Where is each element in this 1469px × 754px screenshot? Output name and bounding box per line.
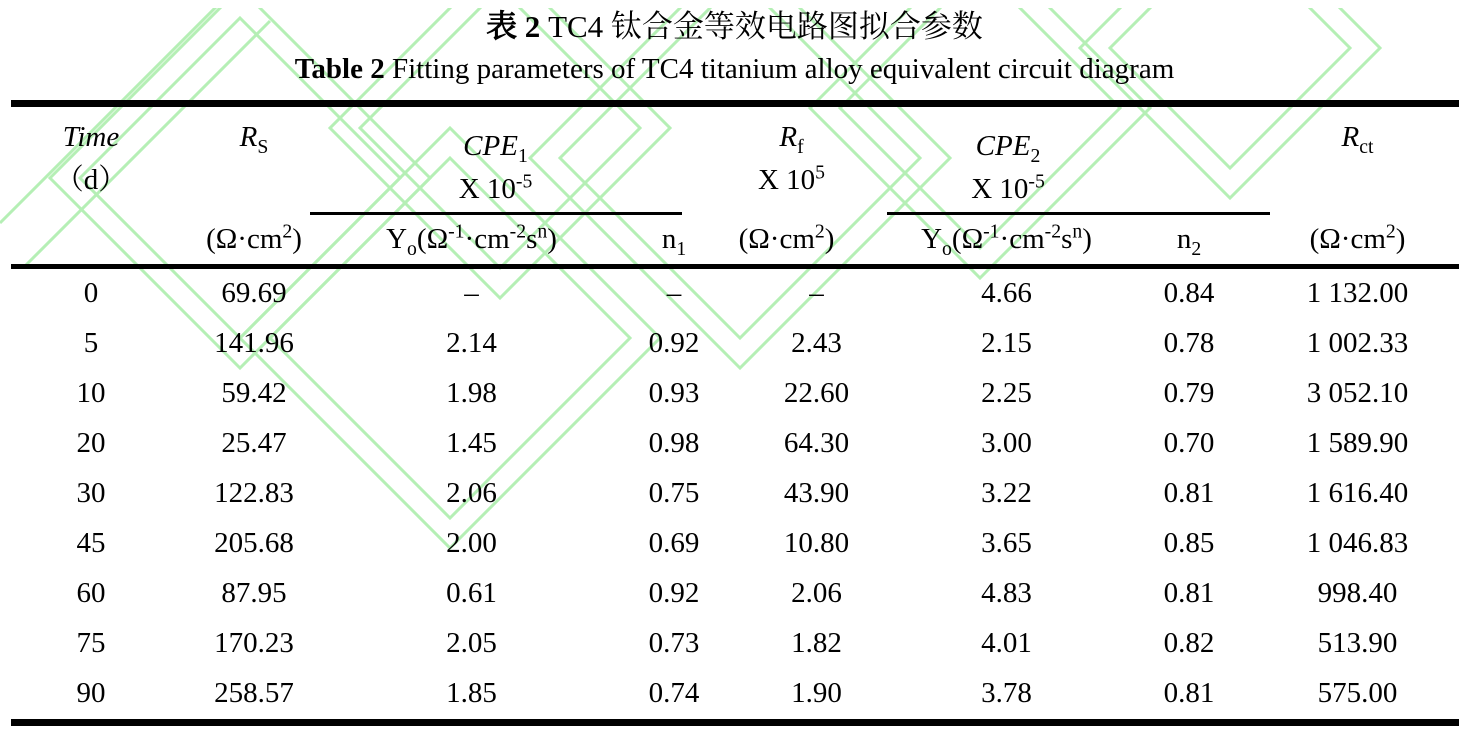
cell-yo1: 0.61: [446, 577, 497, 610]
page: [0, 8, 1469, 726]
cell-rct: 1 046.83: [1306, 527, 1409, 560]
col-header-rf: [742, 103, 892, 215]
cell-time: 5: [83, 327, 99, 360]
cell-rct: 1 589.90: [1306, 427, 1409, 460]
cell-rs: 205.68: [214, 527, 294, 560]
cell-n1: 0.73: [648, 627, 700, 660]
cell-yo2: 3.00: [981, 427, 1032, 460]
table-row: [11, 319, 1459, 369]
cell-n1: 0.93: [648, 377, 700, 410]
cell-yo2: 3.78: [981, 677, 1032, 710]
table-row: [11, 569, 1459, 619]
table-row: [11, 519, 1459, 569]
cell-time: 75: [76, 627, 106, 660]
cell-n2: 0.85: [1163, 527, 1215, 560]
cell-rs: 122.83: [214, 477, 294, 510]
cell-n2: 0.70: [1163, 427, 1215, 460]
cpe2-label: $CPE_2$: [975, 129, 1041, 167]
time-label: Time: [62, 120, 120, 153]
time-unit: （d）: [54, 163, 128, 196]
table-row: [11, 669, 1459, 723]
table-row: [11, 266, 1459, 319]
cell-rct: 998.40: [1317, 577, 1398, 610]
cell-rf: 1.90: [791, 677, 842, 710]
cell-rf: 64.30: [783, 427, 850, 460]
cpe1-n-label: $n_1$: [607, 215, 742, 267]
cell-rct: 1 002.33: [1306, 327, 1409, 360]
table-row: [11, 469, 1459, 519]
cell-rct: 1 132.00: [1306, 277, 1409, 310]
cell-yo1: 2.06: [446, 477, 497, 510]
cell-time: 0: [83, 277, 99, 310]
cell-yo2: 3.22: [981, 477, 1032, 510]
cell-yo1: 2.14: [446, 327, 497, 360]
cell-rs: 258.57: [214, 677, 294, 710]
cell-n2: 0.81: [1163, 577, 1215, 610]
cell-rct: 575.00: [1317, 677, 1398, 710]
cell-n2: 0.79: [1163, 377, 1215, 410]
cell-rf: –: [809, 277, 824, 310]
col-header-time: [11, 103, 172, 215]
cell-n2: 0.84: [1163, 277, 1215, 310]
cell-yo2: 4.66: [981, 277, 1032, 310]
cell-rs: 59.42: [221, 377, 287, 410]
cell-time: 10: [76, 377, 106, 410]
table-row: [11, 369, 1459, 419]
cell-n1: 0.74: [648, 677, 700, 710]
table-number-zh: 表 2: [486, 9, 541, 44]
table-header: [11, 103, 1459, 266]
table-title-en: [0, 52, 1469, 87]
cpe2-n-label: $n_2$: [1122, 215, 1257, 267]
table-title-en-text: Fitting parameters of TC4 titanium alloy equivalent circuit diagram: [391, 53, 1175, 86]
cell-n1: 0.69: [648, 527, 700, 560]
table-body: [11, 266, 1459, 722]
cell-time: 30: [76, 477, 106, 510]
cell-rct: 513.90: [1317, 627, 1398, 660]
cpe2-scale: X $10^{-5}$: [971, 170, 1045, 205]
cell-yo1: 1.45: [446, 427, 497, 460]
cell-rs: 170.23: [214, 627, 294, 660]
time-unit-blank: [11, 215, 172, 267]
cell-rs: 25.47: [221, 427, 287, 460]
rs-label: $R_S$: [239, 120, 269, 158]
cpe1-label: $CPE_1$: [463, 129, 528, 167]
cell-time: 60: [76, 577, 106, 610]
cpe2-yo-label: $Y_o(\Omega^{-1}\cdot cm^{-2}s^n)$: [892, 215, 1122, 267]
cell-yo1: –: [464, 277, 479, 310]
table-row: [11, 419, 1459, 469]
cell-rf: 10.80: [783, 527, 850, 560]
cell-rf: 22.60: [783, 377, 850, 410]
rs-unit: $(\Omega\cdot cm^2)$: [172, 215, 337, 267]
table-title-zh-text: TC4 钛合金等效电路图拟合参数: [548, 9, 983, 44]
col-header-cpe1: [337, 103, 742, 215]
cell-yo1: 1.98: [446, 377, 497, 410]
cell-yo2: 4.01: [981, 627, 1032, 660]
cell-rs: 87.95: [221, 577, 287, 610]
cell-yo2: 3.65: [981, 527, 1032, 560]
cell-n2: 0.78: [1163, 327, 1215, 360]
cell-time: 45: [76, 527, 106, 560]
rct-label: $R_{ct}$: [1341, 120, 1374, 158]
cell-yo1: 1.85: [446, 677, 497, 710]
header-row-units: [11, 215, 1459, 267]
cell-yo2: 4.83: [981, 577, 1032, 610]
cell-rs: 141.96: [214, 327, 294, 360]
cell-rs: 69.69: [221, 277, 287, 310]
cell-n1: 0.98: [648, 427, 700, 460]
rf-unit: $(\Omega\cdot cm^2)$: [742, 215, 892, 267]
cell-rf: 43.90: [783, 477, 850, 510]
cell-n1: 0.92: [648, 327, 700, 360]
table-number-en: Table 2: [294, 53, 385, 86]
table-row: [11, 619, 1459, 669]
cell-n2: 0.81: [1163, 677, 1215, 710]
table-title-zh: [0, 8, 1469, 45]
cpe1-scale: X $10^{-5}$: [458, 170, 533, 205]
cell-yo2: 2.25: [981, 377, 1032, 410]
cell-rf: 1.82: [791, 627, 842, 660]
cell-time: 20: [76, 427, 106, 460]
rct-unit: $(\Omega\cdot cm^2)$: [1257, 215, 1459, 267]
col-header-rct: [1257, 103, 1459, 215]
cell-rct: 3 052.10: [1306, 377, 1409, 410]
header-row-main: [11, 103, 1459, 215]
cpe1-yo-label: $Y_o(\Omega^{-1}\cdot cm^{-2}s^n)$: [337, 215, 607, 267]
cell-rf: 2.06: [791, 577, 842, 610]
cell-n2: 0.82: [1163, 627, 1215, 660]
cell-yo1: 2.05: [446, 627, 497, 660]
cell-rct: 1 616.40: [1306, 477, 1409, 510]
cell-n1: 0.75: [648, 477, 700, 510]
col-header-cpe2: [892, 103, 1257, 215]
rf-scale: X $10^5$: [757, 161, 826, 196]
cell-n1: 0.92: [648, 577, 700, 610]
cell-rf: 2.43: [791, 327, 842, 360]
fitting-parameters-table: [11, 100, 1459, 726]
cell-yo1: 2.00: [446, 527, 497, 560]
cell-time: 90: [76, 677, 106, 710]
cell-n1: –: [666, 277, 682, 310]
cell-n2: 0.81: [1163, 477, 1215, 510]
cell-yo2: 2.15: [981, 327, 1032, 360]
rf-label: $R_f$: [779, 120, 804, 158]
